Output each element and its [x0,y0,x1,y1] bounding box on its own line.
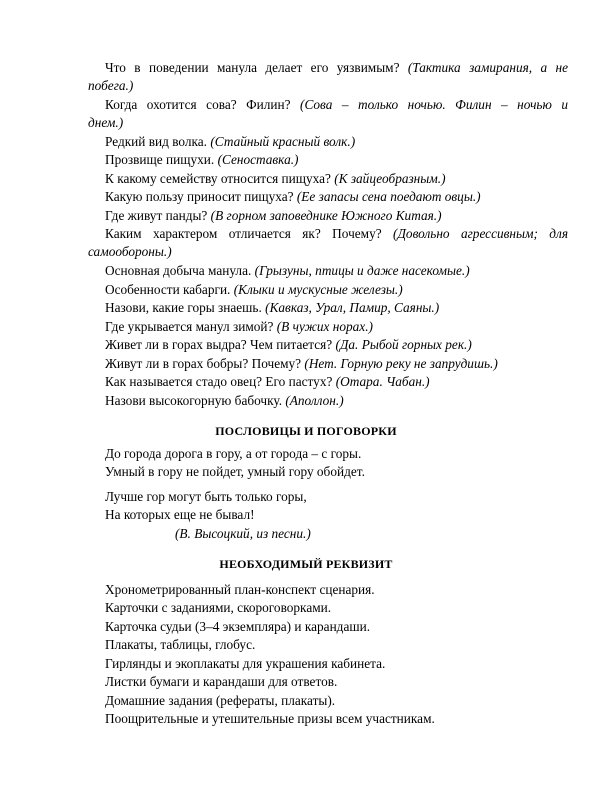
qa-line: Каким характером отличается як? Почему? (Довольно агрессивным; для [105,226,569,241]
section-heading-proverbs: ПОСЛОВИЦЫ И ПОГОВОРКИ [215,424,397,438]
qa-line: Где живут панды? (В горном заповеднике Южного Китая.) [105,208,442,223]
qa-line: Где укрывается манул зимой? (В чужих норах.) [105,319,373,334]
qa-line: Назови высокогорную бабочку. (Аполлон.) [105,393,344,408]
section-heading-props: НЕОБХОДИМЫЙ РЕКВИЗИТ [219,557,393,571]
qa-line: Особенности кабарги. (Клыки и мускусные железы.) [105,282,403,297]
qa-line: Назови, какие горы знаешь. (Кавказ, Урал, Памир, Саяны.) [105,300,440,315]
qa-line: Что в поведении манула делает его уязвимым? (Тактика замирания, а не [105,60,569,75]
qa-line: Когда охотится сова? Филин? (Сова – только ночью. Филин – ночью и [105,97,568,112]
qa-line-wrap: побега.) [88,78,134,93]
qa-line: Прозвище пищухи. (Сеноставка.) [105,152,299,167]
props-item: Поощрительные и утешительные призы всем участникам. [105,711,435,726]
qa-line-wrap: самообороны.) [88,244,172,259]
qa-line-wrap: днем.) [88,115,124,130]
props-item: Карточки с заданиями, скороговорками. [105,600,332,615]
props-item: Хронометрированный план-конспект сценария. [105,582,375,597]
proverb-line: До города дорога в гору, а от города – с горы. [105,446,362,461]
props-item: Карточка судьи (3–4 экземпляра) и карандаши. [105,619,371,634]
qa-line: К какому семейству относится пищуха? (К зайцеобразным.) [105,171,446,186]
props-item: Листки бумаги и карандаши для ответов. [105,674,338,689]
qa-line: Основная добыча манула. (Грызуны, птицы и даже насекомые.) [105,263,470,278]
qa-line: Живет ли в горах выдра? Чем питается? (Да. Рыбой горных рек.) [105,337,472,352]
proverb-author: (В. Высоцкий, из песни.) [175,526,311,541]
proverb-line: Лучше гор могут быть только горы, [105,489,307,504]
proverb-line: На которых еще не бывал! [105,507,255,522]
props-item: Домашние задания (рефераты, плакаты). [105,693,336,708]
qa-line: Как называется стадо овец? Его пастух? (Отара. Чабан.) [105,374,430,389]
qa-line: Какую пользу приносит пищуха? (Ее запасы сена поедают овцы.) [105,189,481,204]
props-item: Гирлянды и экоплакаты для украшения кабинета. [105,656,386,671]
props-item: Плакаты, таблицы, глобус. [105,637,256,652]
proverb-line: Умный в гору не пойдет, умный гору обойдет. [105,464,365,479]
qa-line: Живут ли в горах бобры? Почему? (Нет. Горную реку не запрудишь.) [105,356,498,371]
qa-line: Редкий вид волка. (Стайный красный волк.) [105,134,356,149]
